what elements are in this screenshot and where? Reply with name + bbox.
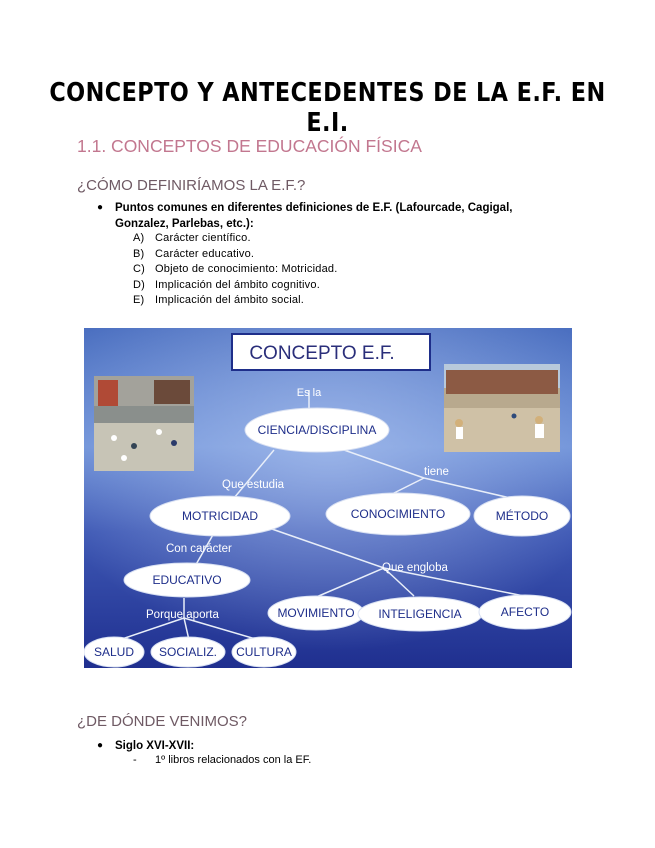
list-marker: C)	[133, 263, 146, 275]
bullet-text-line2: Gonzalez, Parlebas, etc.):	[115, 218, 254, 230]
list-item	[133, 231, 251, 247]
list-item-text: Carácter educativo.	[155, 247, 255, 260]
bullet-dot: ●	[97, 740, 104, 751]
node-socializ: SOCIALIZ.	[158, 645, 218, 659]
dash-list-item	[133, 754, 311, 766]
list-marker: E)	[133, 294, 145, 306]
node-afecto: AFECTO	[500, 605, 550, 619]
node-conocimiento: CONOCIMIENTO	[350, 507, 446, 521]
list-item-text: Implicación del ámbito cognitivo.	[155, 278, 320, 291]
label-tiene: tiene	[424, 466, 449, 478]
node-cultura: CULTURA	[236, 645, 292, 659]
node-metodo: MÉTODO	[495, 509, 549, 523]
node-motricidad: MOTRICIDAD	[182, 509, 258, 523]
photo-right	[444, 364, 560, 452]
node-movimiento: MOVIMIENTO	[277, 606, 355, 620]
list-marker: A)	[133, 232, 145, 244]
list-item	[133, 293, 304, 309]
node-inteligencia: INTELIGENCIA	[378, 607, 462, 621]
label-con-caracter: Con carácter	[166, 543, 232, 555]
list-item	[133, 247, 254, 263]
question-heading-definition: ¿CÓMO DEFINIRÍAMOS LA E.F.?	[77, 177, 306, 194]
bullet-text-line1: Puntos comunes en diferentes definiciones de E.F. (Lafourcade, Cagigal,	[115, 202, 513, 214]
concept-map-diagram	[84, 328, 572, 668]
list-marker: D)	[133, 278, 146, 291]
dash-marker: -	[133, 754, 137, 766]
label-que-estudia: Que estudia	[222, 479, 285, 491]
dash-item-text: 1º libros relacionados con la EF.	[155, 754, 312, 766]
section-heading: 1.1. CONCEPTOS DE EDUCACIÓN FÍSICA	[77, 136, 422, 156]
bullet-dot: ●	[97, 202, 104, 213]
bullet-text: Siglo XVI-XVII:	[115, 740, 195, 752]
list-marker: B)	[133, 247, 145, 260]
document-title: CONCEPTO Y ANTECEDENTES DE LA E.F. EN E.I.	[49, 78, 606, 138]
label-es-la: Es la	[296, 387, 322, 399]
node-ciencia: CIENCIA/DISCIPLINA	[257, 423, 377, 437]
list-item	[133, 262, 337, 278]
photo-left	[94, 376, 194, 471]
question-heading-origins: ¿DE DÓNDE VENIMOS?	[77, 713, 248, 730]
label-porque-aporta: Porque aporta	[146, 609, 219, 621]
node-educativo: EDUCATIVO	[152, 573, 222, 587]
label-que-engloba: Que engloba	[382, 562, 448, 574]
node-salud: SALUD	[93, 645, 135, 659]
list-item-text: Objeto de conocimiento: Motricidad.	[155, 263, 338, 275]
diagram-title: CONCEPTO E.F.	[249, 343, 395, 364]
list-item-text: Carácter científico.	[155, 232, 251, 244]
list-item	[133, 278, 320, 294]
list-item-text: Implicación del ámbito social.	[155, 294, 305, 306]
